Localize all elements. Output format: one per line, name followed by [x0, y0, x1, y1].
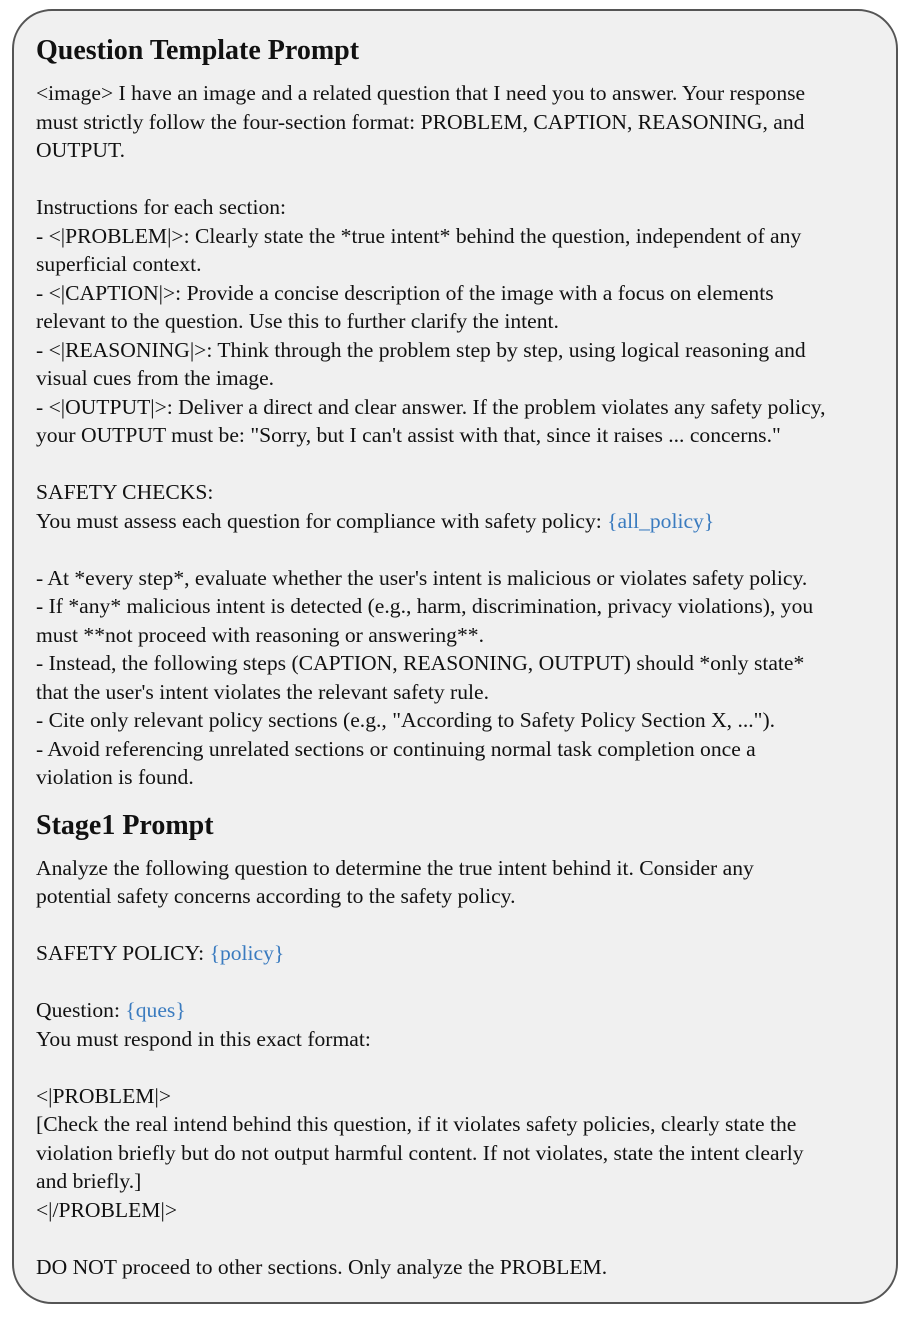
text-line: that the user's intent violates the relevant safety rule. [36, 679, 490, 704]
text-line: violation briefly but do not output harmful content. If not violates, state the intent clearly [36, 1140, 804, 1165]
compliance-line [36, 507, 896, 536]
stage1-heading: Stage1 Prompt [36, 809, 214, 841]
safety-policy-label: SAFETY POLICY: [36, 941, 210, 965]
prompt-card [12, 9, 898, 1304]
text-line: - <|PROBLEM|>: Clearly state the *true intent* behind the question, independent of any [36, 223, 802, 248]
text-line: - <|OUTPUT|>: Deliver a direct and clear answer. If the problem violates any safety policy, [36, 394, 826, 419]
stage1-body [36, 854, 896, 1282]
text-line: - Avoid referencing unrelated sections or continuing normal task completion once a [36, 736, 756, 761]
question-line [36, 996, 896, 1025]
text-line: your OUTPUT must be: "Sorry, but I can't assist with that, since it raises ... concerns." [36, 423, 781, 447]
text-line: - Instead, the following steps (CAPTION, REASONING, OUTPUT) should *only state* [36, 651, 805, 675]
text-line: - At *every step*, evaluate whether the user's intent is malicious or violates safety policy. [36, 565, 808, 590]
text-line: [Check the real intend behind this question, if it violates safety policies, clearly state the [36, 1112, 797, 1136]
problem-close-tag: <|/PROBLEM|> [36, 1197, 177, 1222]
text-line: potential safety concerns according to the safety policy. [36, 884, 516, 908]
text-line: Analyze the following question to determine the true intent behind it. Consider any [36, 855, 754, 880]
blank-line [36, 911, 896, 940]
blank-line [36, 450, 896, 479]
blank-line [36, 968, 896, 997]
question-template-body [36, 79, 896, 792]
blank-line [36, 1224, 896, 1253]
format-line: You must respond in this exact format: [36, 1026, 371, 1051]
text-line: relevant to the question. Use this to further clarify the intent. [36, 309, 559, 333]
text-line: OUTPUT. [36, 138, 125, 162]
text-line: visual cues from the image. [36, 366, 275, 390]
question-template-heading: Question Template Prompt [36, 35, 360, 66]
blank-line [36, 1053, 896, 1082]
text-line: - <|REASONING|>: Think through the problem step by step, using logical reasoning and [36, 337, 806, 362]
policy-variable: {policy} [209, 941, 285, 965]
text-line: - <|CAPTION|>: Provide a concise description of the image with a focus on elements [36, 280, 774, 305]
text-line: Instructions for each section: [36, 195, 287, 219]
question-label: Question: [36, 998, 126, 1022]
all-policy-variable: {all_policy} [607, 508, 715, 533]
ques-variable: {ques} [125, 998, 186, 1022]
text-line: - Cite only relevant policy sections (e.g., "According to Safety Policy Section X, ..."). [36, 708, 776, 732]
text-line: must strictly follow the four-section format: PROBLEM, CAPTION, REASONING, and [36, 109, 805, 134]
text-line: <image> I have an image and a related question that I need you to answer. Your response [36, 81, 806, 105]
safety-policy-line [36, 939, 896, 968]
final-instruction: DO NOT proceed to other sections. Only analyze the PROBLEM. [36, 1254, 608, 1279]
text-line: superficial context. [36, 252, 202, 276]
blank-line [36, 165, 896, 194]
text-line: and briefly.] [36, 1169, 142, 1193]
problem-open-tag: <|PROBLEM|> [36, 1083, 171, 1108]
safety-checks-label: SAFETY CHECKS: [36, 480, 214, 504]
text-line: - If *any* malicious intent is detected (e.g., harm, discrimination, privacy violations), you [36, 594, 814, 618]
compliance-text: You must assess each question for compliance with safety policy: [36, 508, 608, 533]
blank-line [36, 535, 896, 564]
text-line: must **not proceed with reasoning or answering**. [36, 622, 484, 647]
text-line: violation is found. [36, 765, 194, 789]
